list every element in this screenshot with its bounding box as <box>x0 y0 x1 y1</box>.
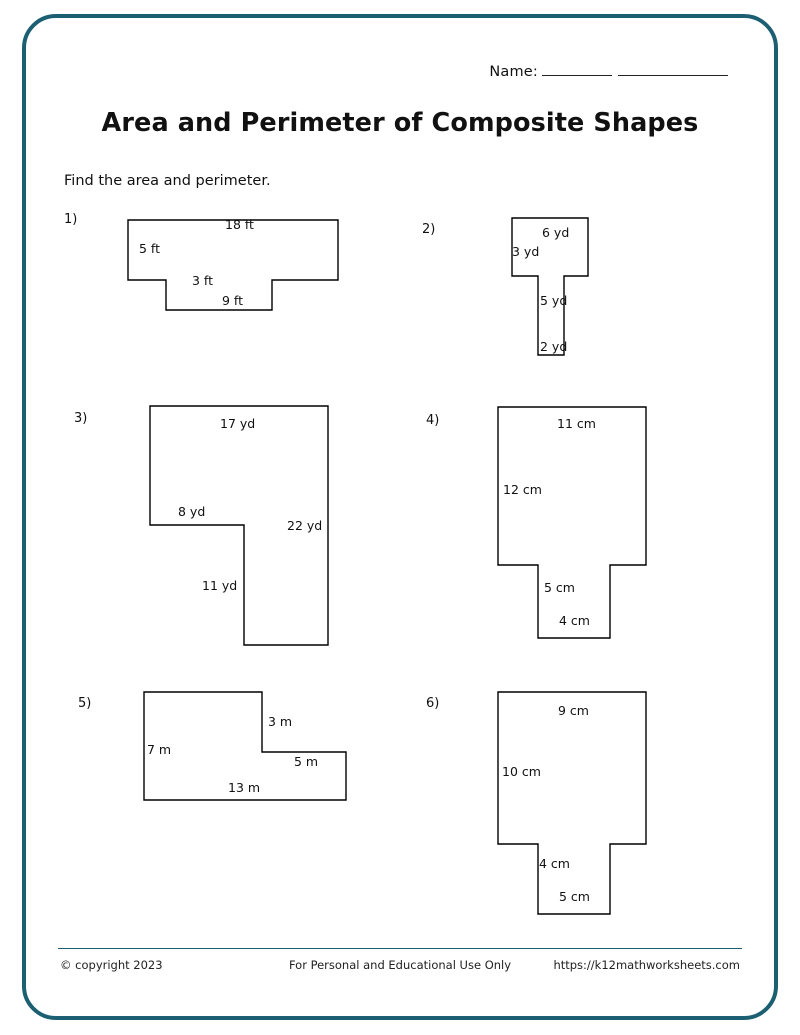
shape-4-label-3: 4 cm <box>559 613 590 628</box>
shape-2-label-0: 6 yd <box>542 225 570 240</box>
problem-number-2: 2) <box>422 222 436 237</box>
footer <box>58 958 742 978</box>
shape-5-label-0: 3 m <box>268 714 293 729</box>
shape-1-label-1: 5 ft <box>139 241 161 256</box>
shape-6-label-3: 5 cm <box>559 889 590 904</box>
shape-1-label-0: 18 ft <box>225 217 254 232</box>
problem-number-6: 6) <box>426 696 440 711</box>
shape-6-label-2: 4 cm <box>539 856 570 871</box>
footer-divider <box>58 948 742 949</box>
problem-number-1: 1) <box>64 212 78 227</box>
shape-2-label-3: 2 yd <box>540 339 568 354</box>
instructions-text: Find the area and perimeter. <box>64 173 271 189</box>
shape-3-label-2: 22 yd <box>287 518 323 533</box>
name-blank-2[interactable] <box>618 75 728 76</box>
problem-number-5: 5) <box>78 696 92 711</box>
shape-3-label-0: 17 yd <box>220 416 256 431</box>
shape-5-label-3: 13 m <box>228 780 261 795</box>
name-blank-1[interactable] <box>542 75 612 76</box>
shape-5-label-2: 5 m <box>294 754 319 769</box>
problem-number-4: 4) <box>426 413 440 428</box>
shape-6-label-0: 9 cm <box>558 703 589 718</box>
name-label: Name: <box>489 64 538 80</box>
shape-5-label-1: 7 m <box>147 742 172 757</box>
problem-number-3: 3) <box>74 411 88 426</box>
shape-2-label-2: 5 yd <box>540 293 568 308</box>
page-title: Area and Perimeter of Composite Shapes <box>101 108 699 138</box>
shape-1-label-2: 3 ft <box>192 273 214 288</box>
shape-2-label-1: 3 yd <box>512 244 540 259</box>
shape-4-label-0: 11 cm <box>557 416 596 431</box>
shape-3-label-3: 11 yd <box>202 578 238 593</box>
shape-4-label-1: 12 cm <box>503 482 542 497</box>
footer-url[interactable]: https://k12mathworksheets.com <box>553 958 740 972</box>
shape-4-label-2: 5 cm <box>544 580 575 595</box>
shape-1-label-3: 9 ft <box>222 293 244 308</box>
footer-copyright: © copyright 2023 <box>60 958 163 972</box>
shape-6-label-1: 10 cm <box>502 764 541 779</box>
worksheet-page <box>22 14 778 1020</box>
shape-3-label-1: 8 yd <box>178 504 206 519</box>
footer-usage-note: For Personal and Educational Use Only <box>288 958 512 972</box>
name-field[interactable] <box>489 64 728 80</box>
